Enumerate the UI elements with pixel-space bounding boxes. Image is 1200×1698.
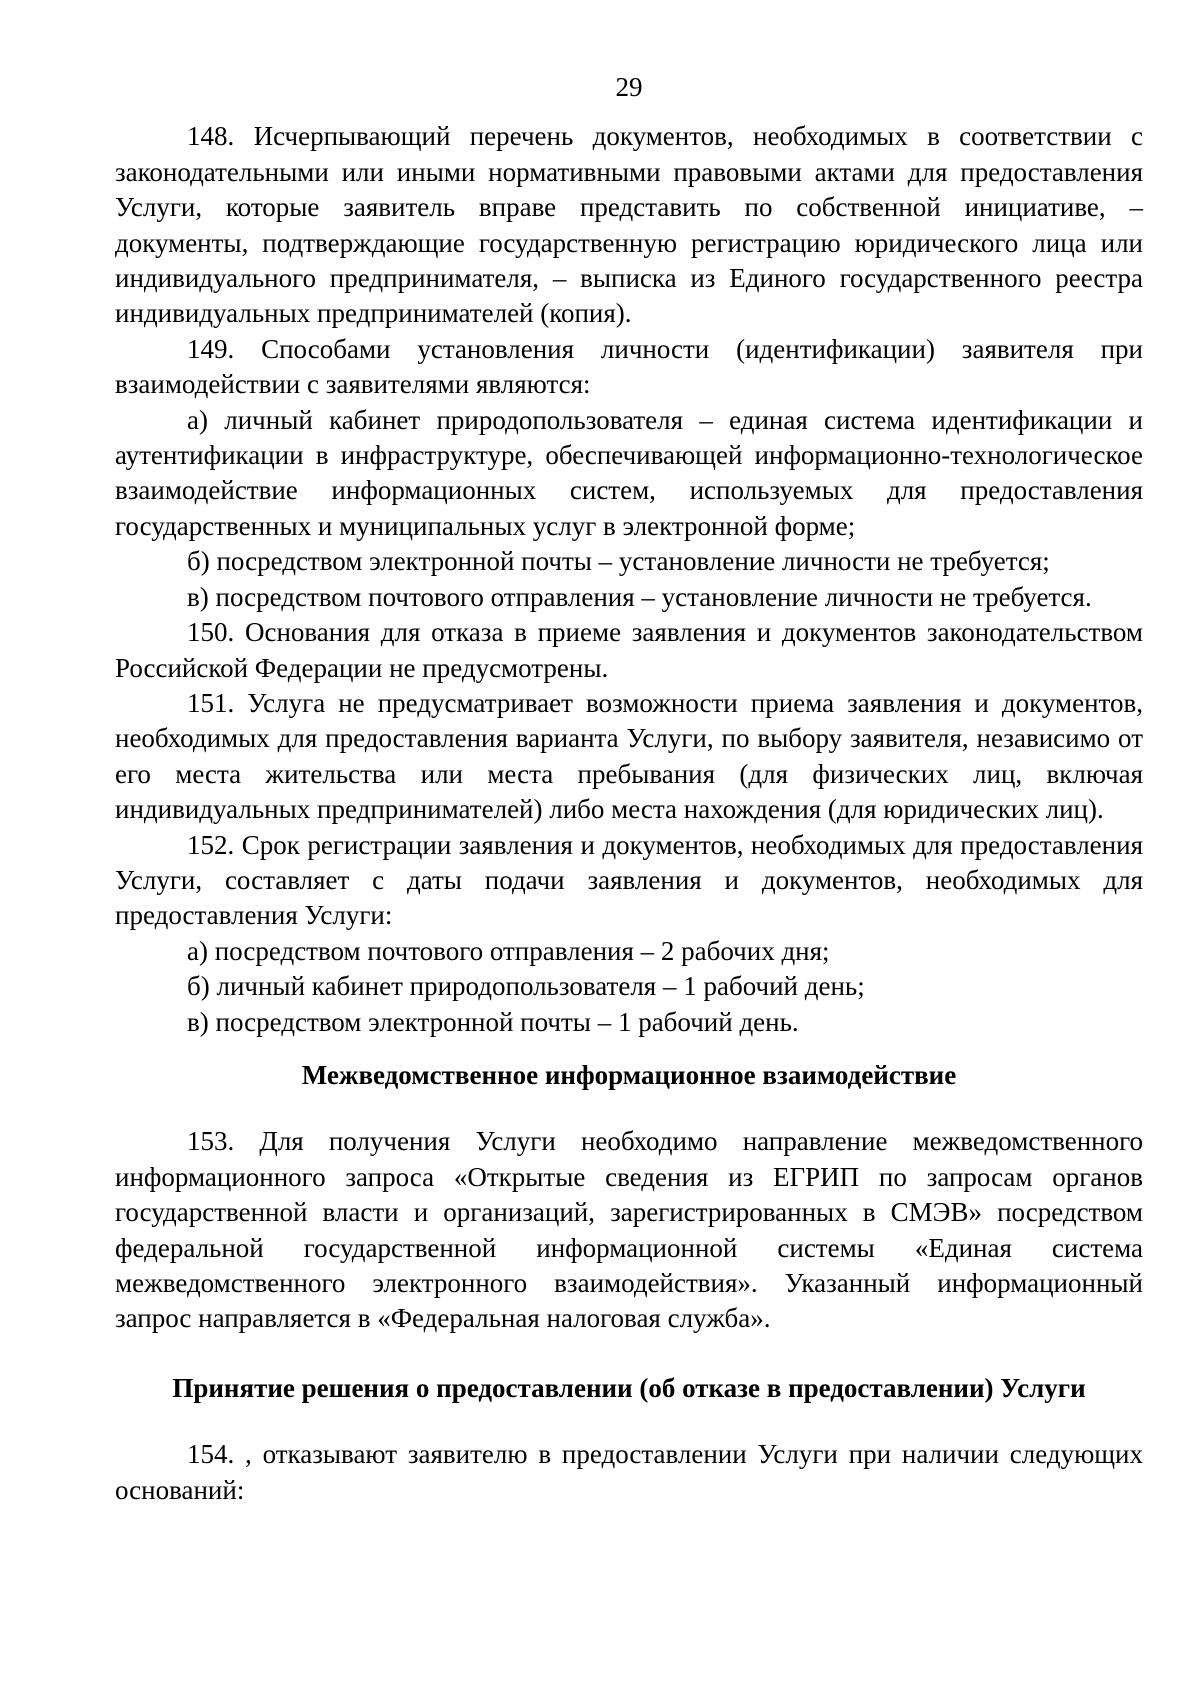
list-item-149-b: б) посредством электронной почты – установление личности не требуется; [187,546,1050,577]
list-item-152-b: б) личный кабинет природопользователя – 1 рабочий день; [187,971,865,1002]
paragraph-148: 148. Исчерпывающий перечень документов, необходимых в соответствии с законодательными или иными нормативными правовыми актами для предоставления Услуги, которые заявитель вправе представить по собственной инициативе, – документы, подтверждающие государственную регистрацию юридического лица или индивидуального предпринимателя, – выписка из Единого государственного реестра индивидуальных предпринимателей (копия). [115,121,1143,329]
list-item-149-a: а) личный кабинет природопользователя – единая система идентификации и аутентификации в инфраструктуре, обеспечивающей информационно-технологическое взаимодействие информационных систем, используемых для предоставления государственных и муниципальных услуг в электронной форме; [115,404,1143,541]
paragraph-153: 153. Для получения Услуги необходимо направление межведомственного информационного запроса «Открытые сведения из ЕГРИП по запросам органов государственной власти и организаций, зарегистрированных в СМЭВ» посредством федеральной государственной информационной системы «Единая система межведомственного электронного взаимодействия». Указанный информационный запрос направляется в «Федеральная налоговая служба». [115,1126,1143,1334]
page-number: 29 [615,72,643,102]
paragraph-150: 150. Основания для отказа в приеме заявления и документов законодательством Российской Федерации не предусмотрены. [115,617,1143,683]
paragraph-149: 149. Способами установления личности (идентификации) заявителя при взаимодействии с заявителями являются: [115,333,1143,400]
list-item-152-a: а) посредством почтового отправления – 2 рабочих дня; [187,935,830,966]
list-item-152-c: в) посредством электронной почты – 1 рабочий день. [187,1006,799,1037]
section-heading-decision: Принятие решения о предоставлении (об отказе в предоставлении) Услуги [172,1372,1086,1403]
paragraph-152: 152. Срок регистрации заявления и документов, необходимых для предоставления Услуги, составляет с даты подачи заявления и документов, необходимых для предоставления Услуги: [115,829,1143,931]
paragraph-151: 151. Услуга не предусматривает возможности приема заявления и документов, необходимых для предоставления варианта Услуги, по выбору заявителя, независимо от его места жительства или места пребывания (для физических лиц, включая индивидуальных предпринимателей) либо места нахождения (для юридических лиц). [115,687,1143,825]
section-heading-interagency: Межведомственное информационное взаимодействие [301,1059,957,1090]
paragraph-154: 154. , отказывают заявителю в предоставлении Услуги при наличии следующих оснований: [115,1439,1143,1505]
list-item-149-c: в) посредством почтового отправления – установление личности не требуется. [187,581,1092,612]
